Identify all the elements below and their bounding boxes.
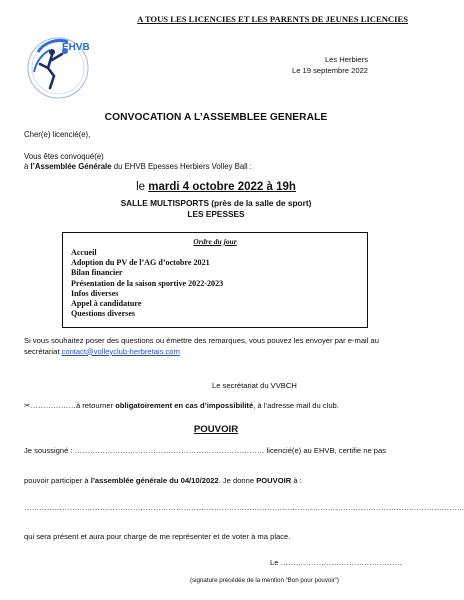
agenda-title: Ordre du jour [193, 237, 237, 246]
agenda-item: Accueil [71, 248, 97, 257]
questions-text: Si vous souhaitez poser des questions ou émettre des remarques, vous pouvez les envoyer par e-mail au secrétariat [24, 336, 379, 356]
agenda-item: Questions diverses [71, 309, 136, 319]
cut-prefix: à retourner [75, 401, 116, 410]
venue-line-1: SALLE MULTISPORTS (près de la salle de sport) [120, 198, 312, 208]
signature-note: (signature précédée de la mention “Bon pour pouvoir”) [190, 577, 339, 584]
meeting-date-prefix: le [136, 181, 149, 193]
intro-prefix: à [24, 162, 31, 171]
agenda-item: Appel à candidature [71, 299, 142, 309]
intro-line-2 [24, 162, 252, 171]
pouvoir-line-2-bold2: POUVOIR [256, 476, 292, 485]
top-banner: A TOUS LES LICENCIES ET LES PARENTS DE JEUNES LICENCIES [137, 14, 408, 24]
intro-line-1: Vous êtes convoqué(e) [24, 152, 104, 161]
cut-line [24, 401, 339, 410]
date: Le 19 septembre 2022 [292, 66, 368, 75]
place-date [292, 54, 368, 76]
proxy-name-blank: ………………………………………………………………………………………………………………………………………………………… [24, 503, 464, 512]
pouvoir-line-2-bold: l’assemblée générale du 04/10/2022 [90, 476, 219, 485]
pouvoir-line-1: Je soussigné : ………………………………………………………………… licencié(e) au EHVB, certifie ne pas [24, 446, 387, 455]
agenda-item: Présentation de la saison sportive 2022-2023 [71, 278, 224, 288]
cut-bold: obligatoirement en cas d’impossibilité [115, 401, 254, 410]
questions-paragraph [24, 336, 416, 357]
logo-text: EHVB [62, 42, 90, 53]
cut-suffix: , à l’adresse mail du club. [253, 401, 339, 410]
letter-title: CONVOCATION A L’ASSEMBLEE GENERALE [104, 112, 328, 123]
scissors-icon: ✂ [24, 401, 31, 410]
place: Les Herbiers [324, 55, 368, 64]
meeting-date [0, 181, 432, 193]
agenda-item: Infos diverses [71, 288, 119, 298]
meeting-date-bold: mardi 4 octobre 2022 à 19h [148, 181, 296, 193]
pouvoir-line-2-prefix: pouvoir participer à [24, 476, 91, 485]
pouvoir-line-2-mid: . Je donne [218, 476, 257, 485]
ehvb-logo-icon [24, 32, 108, 104]
venue [0, 198, 432, 219]
pouvoir-line-3: qui sera présent et aura pour charge de me représenter et de voter à ma place. [24, 532, 291, 541]
agenda-item: Bilan financier [71, 268, 123, 278]
contact-email-link[interactable]: contact@volleyclub-herbretais.com [61, 346, 180, 356]
pouvoir-line-2-suffix: à : [291, 476, 302, 485]
greeting: Cher(e) licencié(e), [24, 130, 91, 139]
cut-dots: ……………… [30, 401, 76, 410]
agenda-box [62, 232, 368, 328]
venue-line-2: LES EPESSES [187, 208, 245, 219]
secretariat-signature: Le secrétariat du VVBCH [212, 381, 297, 390]
intro-bold: l’Assemblée Générale [30, 162, 112, 171]
pouvoir-title: POUVOIR [193, 424, 239, 435]
signature-date-blank: Le ………………………………………… [270, 558, 403, 567]
intro-suffix: du EHVB Epesses Herbiers Volley Ball : [111, 162, 252, 171]
club-logo [24, 32, 108, 104]
agenda-item: Adoption du PV de l’AG d’octobre 2021 [71, 258, 210, 268]
pouvoir-line-2 [24, 476, 302, 485]
